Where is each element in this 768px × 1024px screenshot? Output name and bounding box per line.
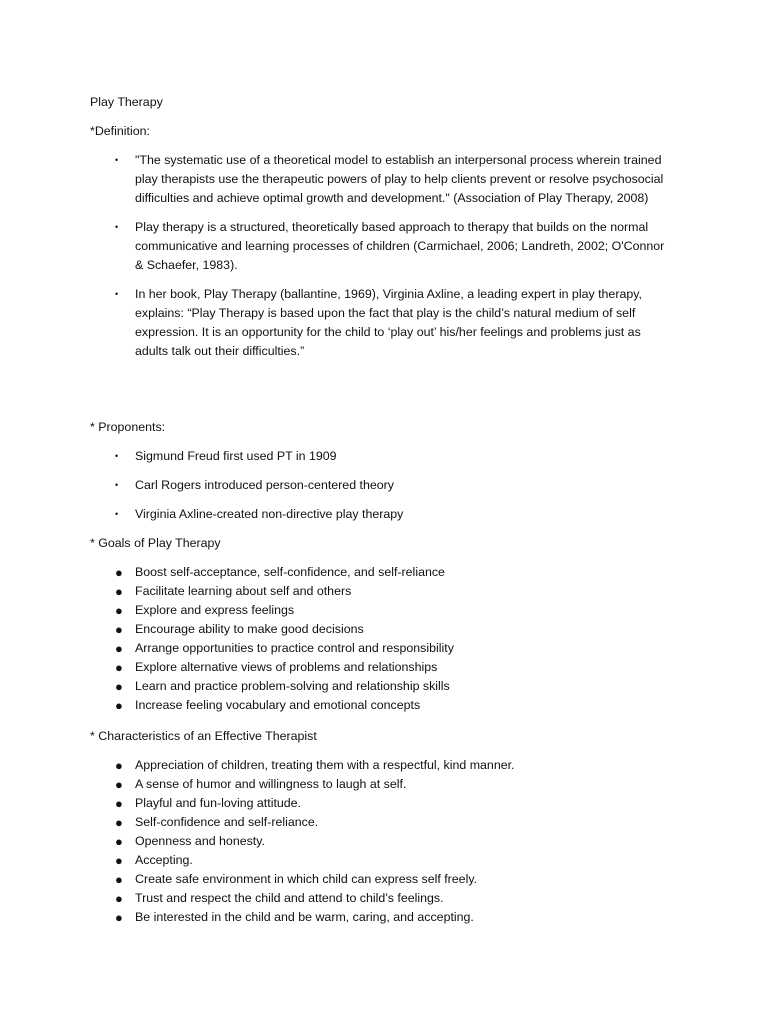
characteristic-text: Create safe environment in which child can express self freely. [135, 872, 478, 886]
proponent-item [0, 447, 665, 466]
goal-text: Explore alternative views of problems and relationships [135, 660, 438, 674]
definition-item [0, 151, 665, 208]
characteristic-text: Accepting. [135, 853, 193, 867]
bullet-icon: ● [115, 834, 123, 849]
proponent-text: Carl Rogers introduced person-centered theory [135, 478, 394, 492]
characteristic-item [0, 794, 665, 813]
definition-item [0, 285, 665, 361]
characteristic-text: Openness and honesty. [135, 834, 265, 848]
bullet-icon: ● [115, 758, 123, 773]
bullet-icon: ● [115, 565, 123, 580]
bullet-icon: ● [115, 796, 123, 811]
characteristic-text: Trust and respect the child and attend to child’s feelings. [135, 891, 444, 905]
bullet-icon: • [115, 509, 119, 519]
definition-item [0, 218, 665, 275]
bullet-icon: • [115, 451, 119, 461]
proponent-text: Virginia Axline-created non-directive play therapy [135, 507, 404, 521]
bullet-icon: ● [115, 815, 123, 830]
proponent-item [0, 505, 665, 524]
definition-text: Play therapy is a structured, theoretically based approach to therapy that builds on the normal communicative and learning processes of children (Carmichael, 2006; Landreth, 2002; O'Connor & Schaefer, 1983). [135, 220, 665, 272]
characteristic-text: Self-confidence and self-reliance. [135, 815, 319, 829]
characteristic-item [0, 908, 665, 927]
bullet-icon: ● [115, 853, 123, 868]
goal-item [0, 658, 665, 677]
goals-heading: * Goals of Play Therapy [90, 536, 221, 550]
goal-item [0, 677, 665, 696]
goal-text: Encourage ability to make good decisions [135, 622, 364, 636]
bullet-icon: • [115, 480, 119, 490]
definition-heading: *Definition: [90, 124, 150, 138]
goals-list [0, 563, 768, 715]
characteristic-text: A sense of humor and willingness to laugh at self. [135, 777, 407, 791]
bullet-icon: ● [115, 872, 123, 887]
goal-item [0, 582, 665, 601]
proponent-text: Sigmund Freud first used PT in 1909 [135, 449, 337, 463]
bullet-icon: ● [115, 891, 123, 906]
proponents-list [0, 447, 768, 534]
goal-text: Increase feeling vocabulary and emotional concepts [135, 698, 421, 712]
characteristic-item [0, 889, 665, 908]
characteristic-item [0, 851, 665, 870]
characteristic-text: Appreciation of children, treating them with a respectful, kind manner. [135, 758, 515, 772]
characteristic-item [0, 832, 665, 851]
definition-text: "The systematic use of a theoretical model to establish an interpersonal process wherein trained play therapists use the therapeutic powers of play to help clients prevent or resolve psychosocial difficulties and achieve optimal growth and development." (Association of Play Therapy, 2008) [135, 153, 664, 205]
goal-text: Arrange opportunities to practice control and responsibility [135, 641, 454, 655]
bullet-icon: ● [115, 584, 123, 599]
bullet-icon: ● [115, 660, 123, 675]
bullet-icon: ● [115, 622, 123, 637]
goal-item [0, 639, 665, 658]
goal-text: Learn and practice problem-solving and relationship skills [135, 679, 450, 693]
bullet-icon: ● [115, 910, 123, 925]
proponents-heading: * Proponents: [90, 420, 166, 434]
bullet-icon: ● [115, 641, 123, 656]
goal-item [0, 696, 665, 715]
bullet-icon: • [115, 222, 119, 232]
bullet-icon: ● [115, 603, 123, 618]
bullet-icon: ● [115, 777, 123, 792]
bullet-icon: • [115, 155, 119, 165]
characteristic-item [0, 756, 665, 775]
characteristic-item [0, 775, 665, 794]
goal-text: Facilitate learning about self and others [135, 584, 352, 598]
characteristic-text: Be interested in the child and be warm, caring, and accepting. [135, 910, 474, 924]
definition-list [0, 151, 768, 371]
goal-item [0, 563, 665, 582]
goal-text: Boost self-acceptance, self-confidence, and self-reliance [135, 565, 445, 579]
document-title: Play Therapy [90, 95, 163, 109]
characteristic-text: Playful and fun-loving attitude. [135, 796, 302, 810]
goal-text: Explore and express feelings [135, 603, 295, 617]
characteristic-item [0, 870, 665, 889]
characteristics-heading: * Characteristics of an Effective Therapist [90, 729, 317, 743]
bullet-icon: ● [115, 698, 123, 713]
goal-item [0, 601, 665, 620]
characteristic-item [0, 813, 665, 832]
goal-item [0, 620, 665, 639]
definition-text: In her book, Play Therapy (ballantine, 1969), Virginia Axline, a leading expert in play therapy, explains: “Play Therapy is based upon the fact that play is the child’s natural medium of self expression. It is an opportunity for the child to ‘play out’ his/her feelings and problems just as adults talk out their difficulties.” [135, 287, 642, 358]
bullet-icon: ● [115, 679, 123, 694]
characteristics-list [0, 756, 768, 927]
bullet-icon: • [115, 289, 119, 299]
proponent-item [0, 476, 665, 495]
